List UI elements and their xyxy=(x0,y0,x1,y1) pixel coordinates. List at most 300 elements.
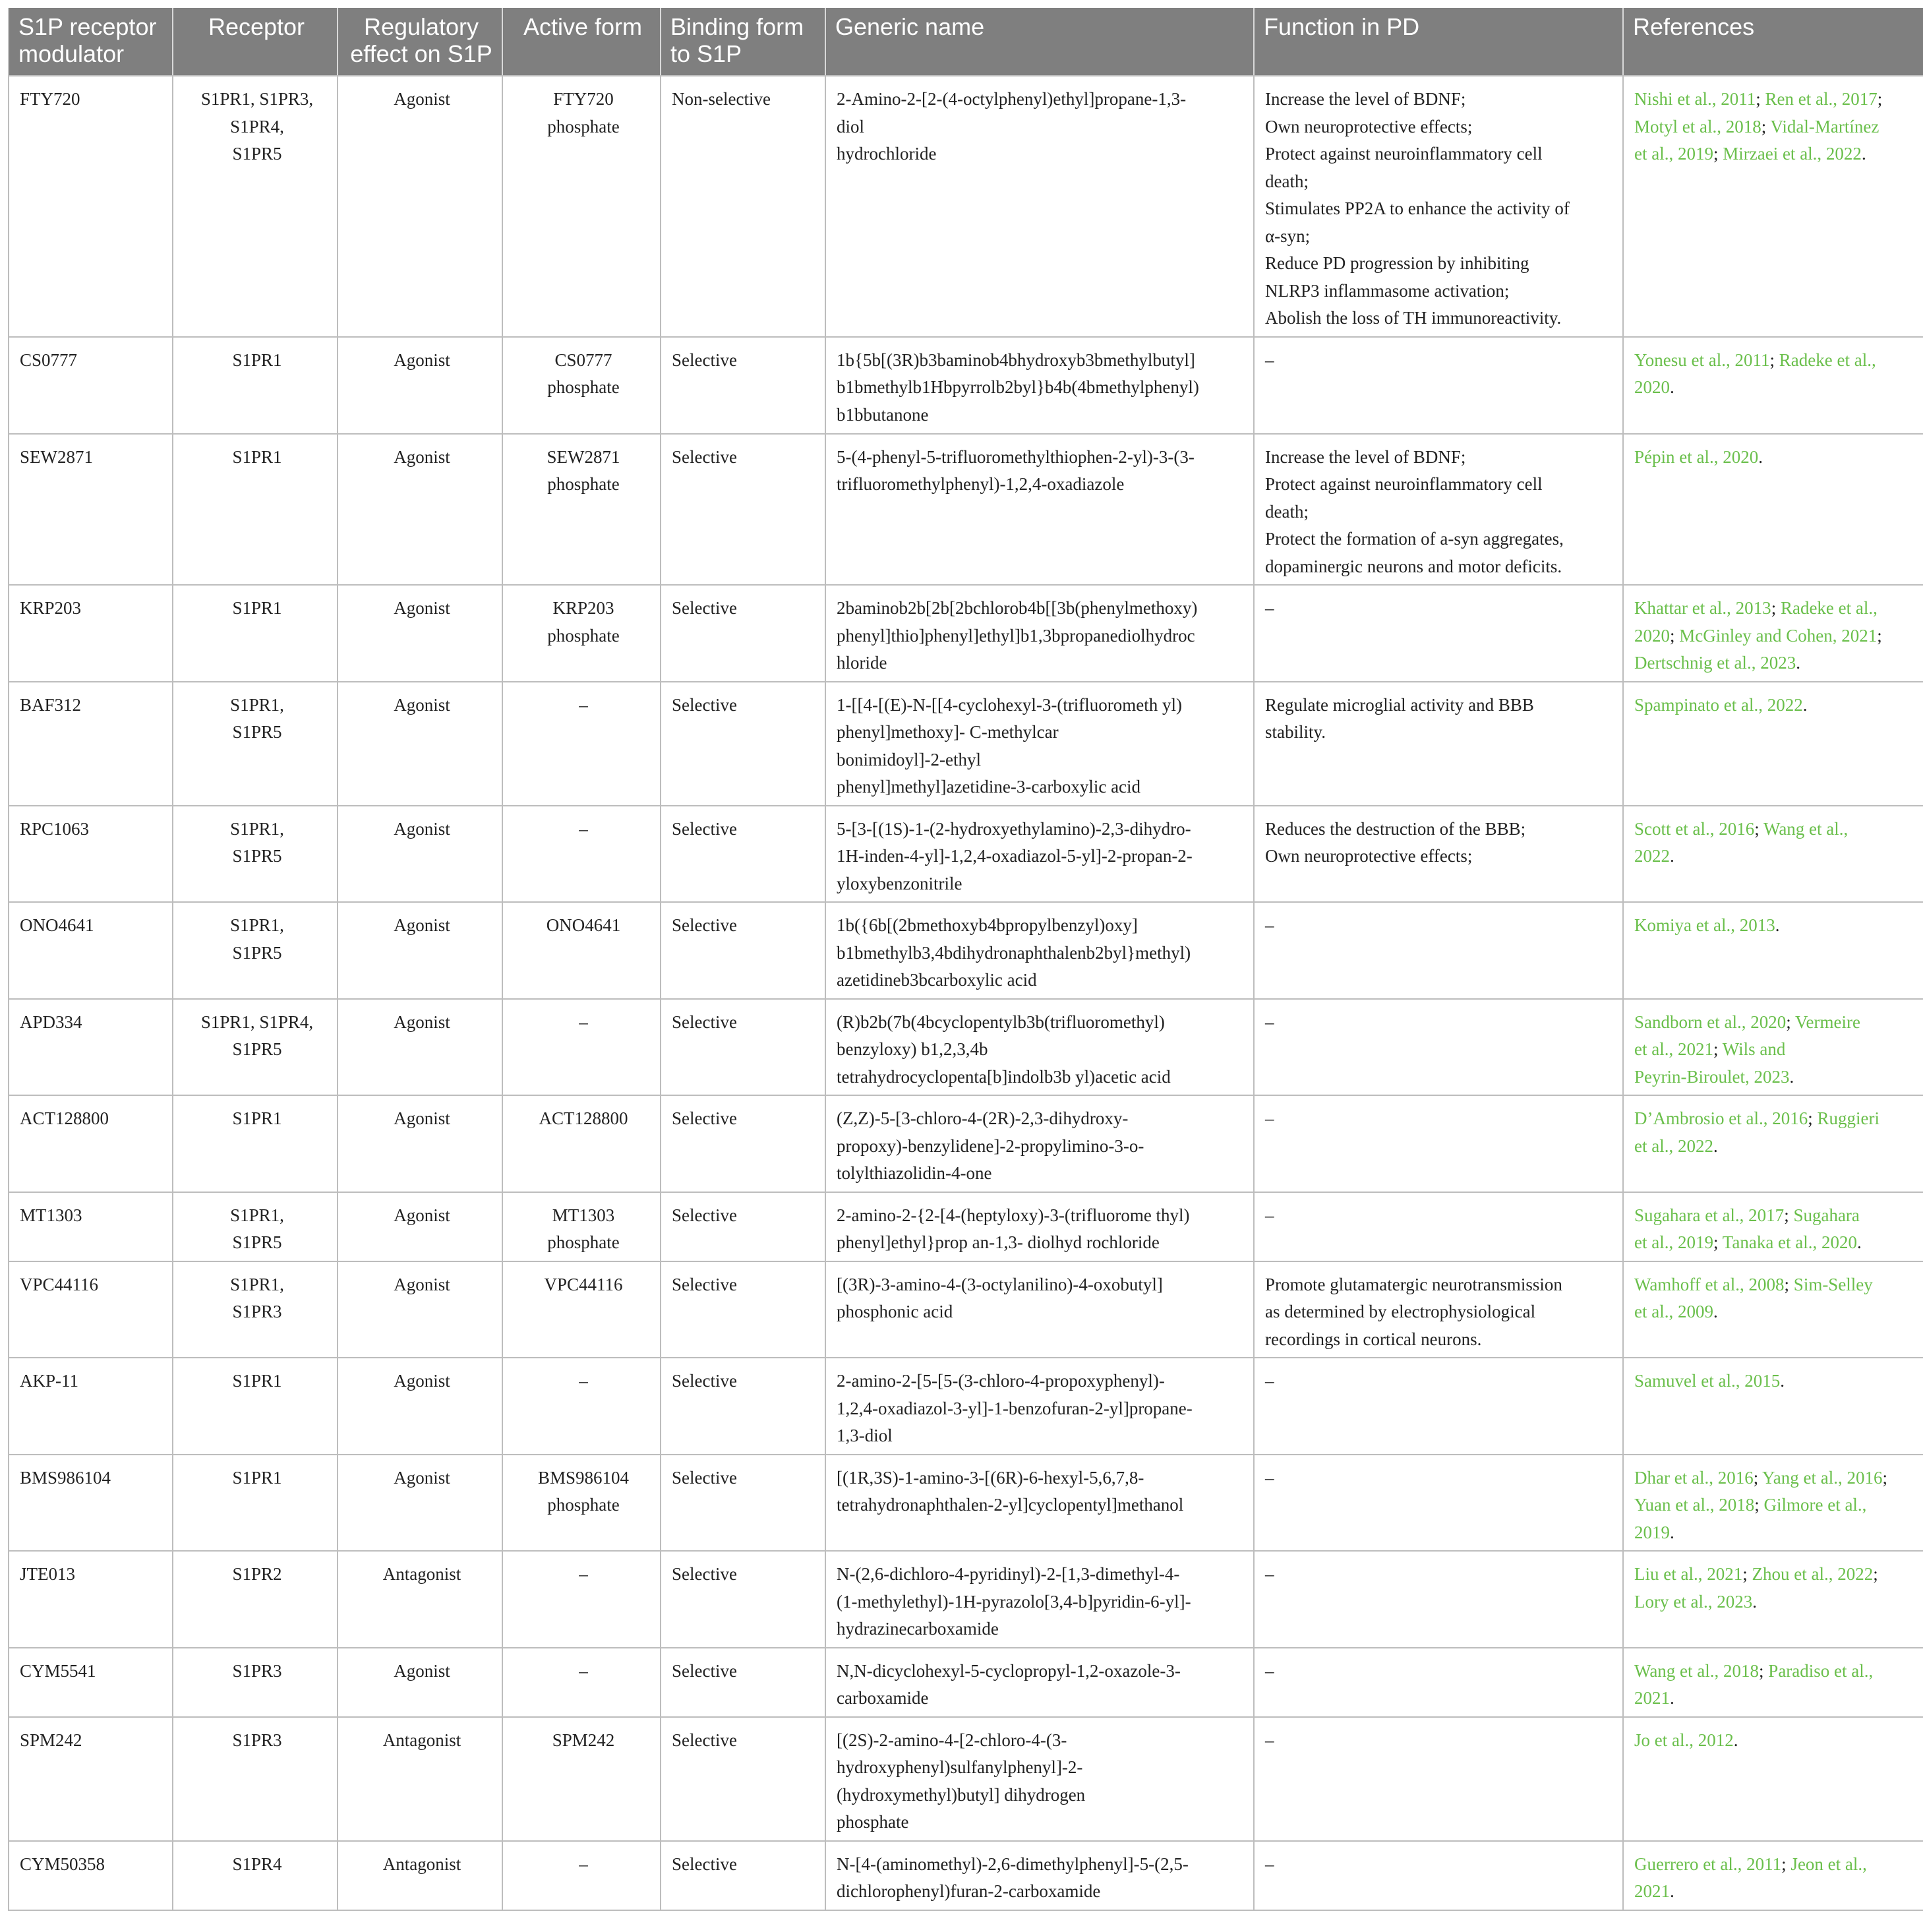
active-form-cell xyxy=(502,999,661,1096)
active-form-cell xyxy=(502,902,661,999)
references-line xyxy=(1634,1036,1918,1064)
reference-link[interactable]: et al., 2021 xyxy=(1634,1039,1713,1059)
reference-link[interactable]: et al., 2019 xyxy=(1634,144,1713,164)
function-cell-line: death; xyxy=(1265,501,1309,522)
active-form-cell-line: – xyxy=(579,1564,588,1584)
active-form-cell-line: SEW2871 xyxy=(547,446,620,467)
reference-link[interactable]: Liu et al., 2021 xyxy=(1634,1564,1743,1584)
reference-separator: ; xyxy=(1756,89,1765,109)
table-row xyxy=(9,902,1923,999)
binding-cell: Selective xyxy=(661,682,825,806)
references-line xyxy=(1634,843,1918,870)
generic-name-cell-line: 1b({6b[(2bmethoxyb4bpropylbenzyl)oxy] xyxy=(837,915,1138,935)
active-form-cell-line: KRP203 xyxy=(552,598,614,618)
receptor-cell-line: S1PR1, S1PR3, xyxy=(200,89,314,109)
receptor-cell xyxy=(173,1841,338,1910)
active-form-cell-line: – xyxy=(579,818,588,839)
reference-link[interactable]: Zhou et al., 2022 xyxy=(1752,1564,1874,1584)
references-line xyxy=(1634,1727,1918,1755)
reference-link[interactable]: Wang et al., xyxy=(1763,818,1849,839)
function-cell-line: – xyxy=(1265,915,1274,935)
reference-link[interactable]: Tanaka et al., 2020 xyxy=(1722,1232,1858,1252)
generic-name-cell xyxy=(825,1717,1254,1841)
table-row xyxy=(9,1455,1923,1552)
function-cell xyxy=(1254,1095,1623,1192)
references-cell xyxy=(1623,1648,1923,1717)
reference-separator: . xyxy=(1857,1232,1862,1252)
function-cell xyxy=(1254,999,1623,1096)
reference-separator: . xyxy=(1670,377,1674,397)
reference-separator: ; xyxy=(1670,625,1680,646)
table-row xyxy=(9,1717,1923,1841)
references-cell xyxy=(1623,1717,1923,1841)
receptor-cell-line: S1PR5 xyxy=(232,942,282,963)
table-row xyxy=(9,1095,1923,1192)
reference-link[interactable]: Samuvel et al., 2015 xyxy=(1634,1371,1781,1391)
modulator-cell: FTY720 xyxy=(9,76,173,337)
generic-name-cell-line: (1-methylethyl)-1H-pyrazolo[3,4-b]pyridin-6-yl]- xyxy=(837,1591,1191,1612)
references-line xyxy=(1634,1519,1918,1547)
generic-name-cell xyxy=(825,1841,1254,1910)
modulator-cell: MT1303 xyxy=(9,1192,173,1261)
reference-link[interactable]: Sugahara xyxy=(1793,1205,1860,1225)
table-row xyxy=(9,434,1923,586)
generic-name-cell-line: (hydroxymethyl)butyl] dihydrogen xyxy=(837,1784,1086,1805)
active-form-cell-line: – xyxy=(579,1011,588,1032)
reference-separator: ; xyxy=(1753,1467,1762,1488)
reference-link[interactable]: Guerrero et al., 2011 xyxy=(1634,1854,1782,1874)
generic-name-cell-line: hydrochloride xyxy=(837,144,937,164)
table-container xyxy=(8,8,1923,1911)
generic-name-cell xyxy=(825,1358,1254,1455)
reference-link[interactable]: 2019 xyxy=(1634,1522,1670,1542)
modulator-cell: CYM5541 xyxy=(9,1648,173,1717)
references-line xyxy=(1634,1298,1918,1326)
references-line xyxy=(1634,1851,1918,1879)
references-cell xyxy=(1623,76,1923,337)
effect-cell: Agonist xyxy=(338,76,502,337)
active-form-cell xyxy=(502,1358,661,1455)
effect-cell: Agonist xyxy=(338,1455,502,1552)
references-line xyxy=(1634,1009,1918,1037)
generic-name-cell-line: b1bbutanone xyxy=(837,404,929,425)
modulator-cell: CS0777 xyxy=(9,337,173,434)
reference-link[interactable]: Spampinato et al., 2022 xyxy=(1634,694,1803,715)
receptor-cell-line: S1PR1 xyxy=(232,1371,282,1391)
generic-name-cell-line: (Z,Z)-5-[3-chloro-4-(2R)-2,3-dihydroxy- xyxy=(837,1108,1129,1128)
reference-link[interactable]: Ren et al., 2017 xyxy=(1765,89,1878,109)
reference-separator: ; xyxy=(1759,1660,1769,1681)
reference-link[interactable]: Ruggieri xyxy=(1817,1108,1879,1128)
references-line xyxy=(1634,1202,1918,1230)
generic-name-cell-line: b1bmethylb1Hbpyrrolb2byl}b4b(4bmethylphenyl) xyxy=(837,377,1199,397)
receptor-cell xyxy=(173,337,338,434)
reference-link[interactable]: McGinley and Cohen, 2021 xyxy=(1679,625,1878,646)
reference-separator: . xyxy=(1752,1591,1757,1612)
references-line xyxy=(1634,347,1918,375)
receptor-cell-line: S1PR2 xyxy=(232,1564,282,1584)
reference-link[interactable]: Paradiso et al., xyxy=(1768,1660,1874,1681)
active-form-cell-line: – xyxy=(579,1660,588,1681)
reference-link[interactable]: Yuan et al., 2018 xyxy=(1634,1495,1755,1515)
generic-name-cell-line: phenyl]thio]phenyl]ethyl]b1,3bpropanediolhydroc xyxy=(837,625,1195,646)
reference-link[interactable]: Nishi et al., 2011 xyxy=(1634,89,1756,109)
receptor-cell-line: S1PR5 xyxy=(232,722,282,742)
references-line xyxy=(1634,113,1918,141)
receptor-cell xyxy=(173,1358,338,1455)
reference-separator: . xyxy=(1802,694,1808,715)
reference-link[interactable]: Pépin et al., 2020 xyxy=(1634,446,1759,467)
function-cell-line: Increase the level of BDNF; xyxy=(1265,89,1466,109)
reference-link[interactable]: Khattar et al., 2013 xyxy=(1634,598,1771,618)
modulator-cell: BMS986104 xyxy=(9,1455,173,1552)
generic-name-cell-line: phenyl]methoxy]- C-methylcar xyxy=(837,722,1059,742)
function-cell xyxy=(1254,434,1623,586)
receptor-cell xyxy=(173,1551,338,1648)
table-row xyxy=(9,1261,1923,1358)
generic-name-cell xyxy=(825,682,1254,806)
function-cell-line: – xyxy=(1265,349,1274,370)
function-cell-line: Own neuroprotective effects; xyxy=(1265,116,1473,136)
reference-separator: . xyxy=(1861,144,1866,164)
receptor-cell xyxy=(173,806,338,903)
reference-link[interactable]: Yonesu et al., 2011 xyxy=(1634,349,1770,370)
modulator-cell: VPC44116 xyxy=(9,1261,173,1358)
receptor-cell xyxy=(173,1261,338,1358)
reference-separator: ; xyxy=(1771,598,1781,618)
header-references: References xyxy=(1623,8,1923,76)
reference-link[interactable]: Komiya et al., 2013 xyxy=(1634,915,1775,935)
function-cell-line: dopaminergic neurons and motor deficits. xyxy=(1265,556,1562,576)
reference-link[interactable]: et al., 2019 xyxy=(1634,1232,1713,1252)
header-binding-form: Binding form to S1P xyxy=(661,8,825,76)
reference-link[interactable]: Wang et al., 2018 xyxy=(1634,1660,1760,1681)
function-cell xyxy=(1254,806,1623,903)
reference-link[interactable]: et al., 2022 xyxy=(1634,1135,1713,1156)
reference-separator: ; xyxy=(1761,116,1771,136)
active-form-cell xyxy=(502,682,661,806)
references-cell xyxy=(1623,1192,1923,1261)
active-form-cell-line: BMS986104 xyxy=(537,1467,630,1488)
table-row xyxy=(9,585,1923,682)
reference-separator: ; xyxy=(1784,1274,1794,1294)
active-form-cell-line: phosphate xyxy=(547,116,620,136)
references-line xyxy=(1634,912,1918,940)
function-cell xyxy=(1254,76,1623,337)
generic-name-cell-line: N-[4-(aminomethyl)-2,6-dimethylphenyl]-5-(2,5- xyxy=(837,1854,1189,1874)
reference-separator: . xyxy=(1670,1522,1674,1542)
function-cell-line: – xyxy=(1265,1011,1274,1032)
reference-link[interactable]: Sandborn et al., 2020 xyxy=(1634,1011,1787,1032)
generic-name-cell xyxy=(825,902,1254,999)
table-row xyxy=(9,806,1923,903)
active-form-cell xyxy=(502,1261,661,1358)
function-cell-line: – xyxy=(1265,1564,1274,1584)
modulator-cell: RPC1063 xyxy=(9,806,173,903)
binding-cell: Selective xyxy=(661,1551,825,1648)
active-form-cell-line: VPC44116 xyxy=(544,1274,623,1294)
references-line xyxy=(1634,1271,1918,1299)
function-cell-line: Reduce PD progression by inhibiting xyxy=(1265,253,1529,273)
reference-separator: ; xyxy=(1713,1232,1723,1252)
modulator-cell: JTE013 xyxy=(9,1551,173,1648)
active-form-cell xyxy=(502,1841,661,1910)
generic-name-cell-line: diol xyxy=(837,116,865,136)
reference-link[interactable]: Motyl et al., 2018 xyxy=(1634,116,1761,136)
table-row xyxy=(9,76,1923,337)
binding-cell: Selective xyxy=(661,1261,825,1358)
active-form-cell xyxy=(502,1717,661,1841)
receptor-cell-line: S1PR1, xyxy=(230,818,284,839)
reference-separator: ; xyxy=(1877,89,1883,109)
effect-cell: Agonist xyxy=(338,1358,502,1455)
table-header-row xyxy=(9,8,1923,76)
active-form-cell-line: phosphate xyxy=(547,1232,620,1252)
references-line xyxy=(1634,816,1918,843)
generic-name-cell-line: 1,2,4-oxadiazol-3-yl]-1-benzofuran-2-yl]propane- xyxy=(837,1398,1193,1418)
generic-name-cell-line: 1-[[4-[(E)-N-[[4-cyclohexyl-3-(trifluorometh yl) xyxy=(837,694,1183,715)
receptor-cell xyxy=(173,902,338,999)
reference-link[interactable]: 2020 xyxy=(1634,625,1670,646)
reference-separator: . xyxy=(1758,446,1763,467)
receptor-cell-line: S1PR3 xyxy=(232,1730,282,1750)
receptor-cell xyxy=(173,682,338,806)
reference-link[interactable]: Wamhoff et al., 2008 xyxy=(1634,1274,1785,1294)
binding-cell: Selective xyxy=(661,1841,825,1910)
function-cell-line: death; xyxy=(1265,171,1309,191)
references-line xyxy=(1634,1878,1918,1906)
reference-separator: ; xyxy=(1781,1854,1791,1874)
references-line xyxy=(1634,1464,1918,1492)
generic-name-cell xyxy=(825,806,1254,903)
references-line xyxy=(1634,622,1918,650)
function-cell-line: – xyxy=(1265,598,1274,618)
generic-name-cell-line: azetidineb3bcarboxylic acid xyxy=(837,970,1037,990)
active-form-cell xyxy=(502,1095,661,1192)
references-cell xyxy=(1623,1551,1923,1648)
receptor-cell-line: S1PR4, xyxy=(230,116,284,136)
references-line xyxy=(1634,1064,1918,1091)
effect-cell: Agonist xyxy=(338,1648,502,1717)
reference-separator: ; xyxy=(1873,1564,1878,1584)
function-cell-line: Increase the level of BDNF; xyxy=(1265,446,1466,467)
reference-link[interactable]: Dertschnig et al., 2023 xyxy=(1634,653,1796,673)
active-form-cell xyxy=(502,434,661,586)
references-line xyxy=(1634,374,1918,402)
modulator-cell: ACT128800 xyxy=(9,1095,173,1192)
generic-name-cell-line: 2baminob2b[2b[2bchlorob4b[[3b(phenylmethoxy) xyxy=(837,598,1198,618)
generic-name-cell-line: hydrazinecarboxamide xyxy=(837,1619,999,1639)
function-cell-line: Own neuroprotective effects; xyxy=(1265,846,1473,866)
references-cell xyxy=(1623,999,1923,1096)
receptor-cell-line: S1PR3 xyxy=(232,1302,282,1321)
reference-separator: ; xyxy=(1713,144,1723,164)
receptor-cell xyxy=(173,434,338,586)
function-cell-line: – xyxy=(1265,1371,1274,1391)
generic-name-cell xyxy=(825,1551,1254,1648)
reference-link[interactable]: Vidal-Martínez xyxy=(1770,116,1879,136)
reference-separator: . xyxy=(1780,1371,1785,1391)
reference-link[interactable]: Wils and xyxy=(1722,1039,1786,1059)
references-line xyxy=(1634,595,1918,622)
generic-name-cell-line: yloxybenzonitrile xyxy=(837,873,962,893)
references-line xyxy=(1634,86,1918,113)
active-form-cell xyxy=(502,76,661,337)
function-cell-line: Protect against neuroinflammatory cell xyxy=(1265,144,1543,164)
receptor-cell-line: S1PR1 xyxy=(232,1108,282,1128)
header-regulatory-effect: Regulatory effect on S1P xyxy=(338,8,502,76)
binding-cell: Non-selective xyxy=(661,76,825,337)
table-row xyxy=(9,1358,1923,1455)
generic-name-cell-line: hloride xyxy=(837,653,887,673)
active-form-cell-line: SPM242 xyxy=(552,1730,615,1750)
receptor-cell xyxy=(173,1455,338,1552)
generic-name-cell-line: tetrahydronaphthalen-2-yl]cyclopentyl]methanol xyxy=(837,1495,1184,1515)
binding-cell: Selective xyxy=(661,999,825,1096)
generic-name-cell-line: bonimidoyl]-2-ethyl xyxy=(837,749,981,770)
reference-link[interactable]: Gilmore et al., xyxy=(1763,1495,1867,1515)
binding-cell: Selective xyxy=(661,1717,825,1841)
reference-separator: . xyxy=(1670,1688,1674,1708)
function-cell-line: Reduces the destruction of the BBB; xyxy=(1265,818,1526,839)
reference-link[interactable]: Radeke et al., xyxy=(1780,598,1878,618)
active-form-cell xyxy=(502,337,661,434)
generic-name-cell-line: 5-[3-[(1S)-1-(2-hydroxyethylamino)-2,3-dihydro- xyxy=(837,818,1191,839)
binding-cell: Selective xyxy=(661,585,825,682)
generic-name-cell-line: 2-Amino-2-[2-(4-octylphenyl)ethyl]propane-1,3- xyxy=(837,89,1187,109)
reference-link[interactable]: Peyrin-Biroulet, 2023 xyxy=(1634,1066,1790,1087)
receptor-cell-line: S1PR4 xyxy=(232,1854,282,1874)
active-form-cell-line: FTY720 xyxy=(553,89,614,109)
modulator-cell: SPM242 xyxy=(9,1717,173,1841)
effect-cell: Agonist xyxy=(338,1261,502,1358)
reference-link[interactable]: Sim-Selley xyxy=(1793,1274,1873,1294)
reference-link[interactable]: Radeke et al., xyxy=(1779,349,1876,370)
reference-link[interactable]: Scott et al., 2016 xyxy=(1634,818,1755,839)
active-form-cell xyxy=(502,1648,661,1717)
modulator-cell: KRP203 xyxy=(9,585,173,682)
reference-link[interactable]: Mirzaei et al., 2022 xyxy=(1723,144,1862,164)
modulator-cell: BAF312 xyxy=(9,682,173,806)
references-line xyxy=(1634,1685,1918,1712)
effect-cell: Agonist xyxy=(338,806,502,903)
table-row xyxy=(9,999,1923,1096)
function-cell xyxy=(1254,1455,1623,1552)
reference-link[interactable]: 2022 xyxy=(1634,846,1670,866)
reference-separator: . xyxy=(1775,915,1780,935)
generic-name-cell-line: phosphonic acid xyxy=(837,1302,953,1321)
reference-link[interactable]: Lory et al., 2023 xyxy=(1634,1591,1753,1612)
generic-name-cell-line: trifluoromethylphenyl)-1,2,4-oxadiazole xyxy=(837,474,1125,494)
function-cell-line: – xyxy=(1265,1854,1274,1874)
function-cell-line: – xyxy=(1265,1205,1274,1225)
references-line xyxy=(1634,1368,1918,1395)
reference-link[interactable]: 2021 xyxy=(1634,1688,1670,1708)
receptor-cell-line: S1PR1 xyxy=(232,598,282,618)
reference-link[interactable]: Sugahara et al., 2017 xyxy=(1634,1205,1785,1225)
receptor-cell-line: S1PR1, xyxy=(230,694,284,715)
references-line xyxy=(1634,649,1918,677)
binding-cell: Selective xyxy=(661,902,825,999)
reference-separator: . xyxy=(1670,846,1674,866)
reference-link[interactable]: et al., 2009 xyxy=(1634,1302,1713,1321)
function-cell-line: Promote glutamatergic neurotransmission xyxy=(1265,1274,1562,1294)
reference-link[interactable]: D’Ambrosio et al., 2016 xyxy=(1634,1108,1808,1128)
binding-cell: Selective xyxy=(661,1358,825,1455)
effect-cell: Agonist xyxy=(338,585,502,682)
reference-link[interactable]: Dhar et al., 2016 xyxy=(1634,1467,1754,1488)
function-cell-line: – xyxy=(1265,1108,1274,1128)
reference-separator: . xyxy=(1713,1135,1718,1156)
binding-cell: Selective xyxy=(661,1095,825,1192)
receptor-cell-line: S1PR5 xyxy=(232,144,282,164)
effect-cell: Antagonist xyxy=(338,1717,502,1841)
binding-cell: Selective xyxy=(661,806,825,903)
reference-separator: . xyxy=(1796,653,1800,673)
effect-cell: Antagonist xyxy=(338,1551,502,1648)
receptor-cell xyxy=(173,76,338,337)
active-form-cell xyxy=(502,585,661,682)
references-line xyxy=(1634,444,1918,471)
receptor-cell xyxy=(173,1648,338,1717)
reference-separator: . xyxy=(1733,1730,1738,1750)
receptor-cell-line: S1PR5 xyxy=(232,846,282,866)
reference-link[interactable]: Vermeire xyxy=(1794,1011,1860,1032)
reference-link[interactable]: Jeon et al., xyxy=(1790,1854,1867,1874)
references-cell xyxy=(1623,1841,1923,1910)
references-line xyxy=(1634,1588,1918,1616)
function-cell xyxy=(1254,1261,1623,1358)
table-row xyxy=(9,1841,1923,1910)
effect-cell: Agonist xyxy=(338,434,502,586)
header-receptor: Receptor xyxy=(173,8,338,76)
reference-link[interactable]: Jo et al., 2012 xyxy=(1634,1730,1734,1750)
header-function-in-pd: Function in PD xyxy=(1254,8,1623,76)
reference-link[interactable]: 2021 xyxy=(1634,1881,1670,1901)
function-cell-line: Protect against neuroinflammatory cell xyxy=(1265,474,1543,494)
references-line xyxy=(1634,1229,1918,1257)
function-cell-line: NLRP3 inflammasome activation; xyxy=(1265,280,1510,301)
active-form-cell-line: MT1303 xyxy=(552,1205,615,1225)
reference-separator: ; xyxy=(1754,1495,1764,1515)
generic-name-cell-line: 1H-inden-4-yl]-1,2,4-oxadiazol-5-yl]-2-propan-2- xyxy=(837,846,1193,866)
references-cell xyxy=(1623,1358,1923,1455)
generic-name-cell-line: benzyloxy) b1,2,3,4b xyxy=(837,1039,988,1059)
generic-name-cell xyxy=(825,1455,1254,1552)
active-form-cell-line: phosphate xyxy=(547,625,620,646)
active-form-cell-line: phosphate xyxy=(547,377,620,397)
generic-name-cell-line: [(1R,3S)-1-amino-3-[(6R)-6-hexyl-5,6,7,8- xyxy=(837,1467,1144,1488)
generic-name-cell xyxy=(825,76,1254,337)
reference-link[interactable]: 2020 xyxy=(1634,377,1670,397)
active-form-cell-line: – xyxy=(579,1371,588,1391)
reference-separator: ; xyxy=(1784,1205,1794,1225)
references-cell xyxy=(1623,1455,1923,1552)
reference-link[interactable]: Yang et al., 2016 xyxy=(1761,1467,1883,1488)
modulator-cell: AKP-11 xyxy=(9,1358,173,1455)
effect-cell: Agonist xyxy=(338,337,502,434)
function-cell-line: α-syn; xyxy=(1265,226,1311,246)
function-cell-line: – xyxy=(1265,1730,1274,1750)
table-row xyxy=(9,1192,1923,1261)
table-row xyxy=(9,1648,1923,1717)
header-modulator: S1P receptor modulator xyxy=(9,8,173,76)
receptor-cell-line: S1PR1 xyxy=(232,446,282,467)
effect-cell: Agonist xyxy=(338,1095,502,1192)
function-cell xyxy=(1254,1648,1623,1717)
references-line xyxy=(1634,1133,1918,1161)
generic-name-cell xyxy=(825,1261,1254,1358)
